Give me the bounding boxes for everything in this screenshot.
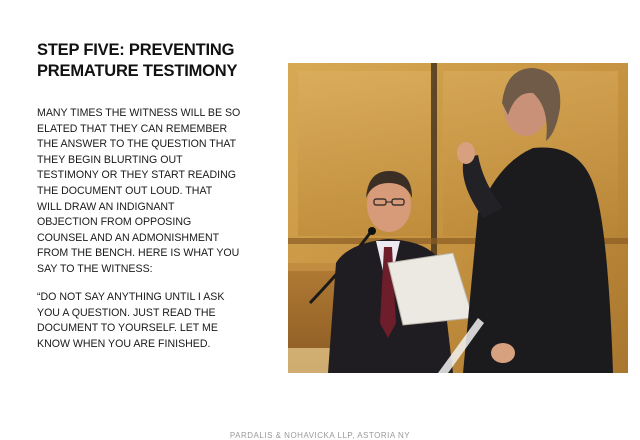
body-line: FROM THE BENCH. HERE IS WHAT YOU [37, 247, 240, 260]
body-line: “DO NOT SAY ANYTHING UNTIL I ASK [37, 291, 225, 303]
body-line: DOCUMENT TO YOURSELF. LET ME [37, 322, 218, 335]
slide-title-line: PREMATURE TESTIMONY [37, 62, 238, 80]
courtroom-photo [288, 63, 628, 373]
body-line: YOU A QUESTION. JUST READ THE [37, 306, 216, 319]
body-line: THE ANSWER TO THE QUESTION THAT [37, 138, 237, 151]
slide-title-line: STEP FIVE: PREVENTING [37, 41, 235, 59]
footer-text: PARDALIS & NOHAVICKA LLP, ASTORIA NY [229, 431, 411, 440]
body-line: COUNSEL AND AN ADMONISHMENT [37, 231, 220, 244]
body-line: SAY TO THE WITNESS: [37, 262, 153, 275]
body-line: THE DOCUMENT OUT LOUD. THAT [37, 184, 213, 197]
body-line: ELATED THAT THEY CAN REMEMBER [37, 122, 228, 135]
body-line: OBJECTION FROM OPPOSING [37, 216, 192, 229]
body-line: THEY BEGIN BLURTING OUT [37, 153, 183, 166]
body-line: WILL DRAW AN INDIGNANT [37, 200, 175, 213]
body-line: TESTIMONY OR THEY START READING [37, 169, 236, 182]
body-paragraph-2 [37, 290, 262, 352]
body-paragraph-1 [37, 106, 262, 278]
slide-title [37, 40, 277, 82]
body-line: MANY TIMES THE WITNESS WILL BE SO [37, 107, 241, 119]
body-line: KNOW WHEN YOU ARE FINISHED. [37, 337, 211, 350]
courtroom-photo-illustration [288, 63, 628, 373]
